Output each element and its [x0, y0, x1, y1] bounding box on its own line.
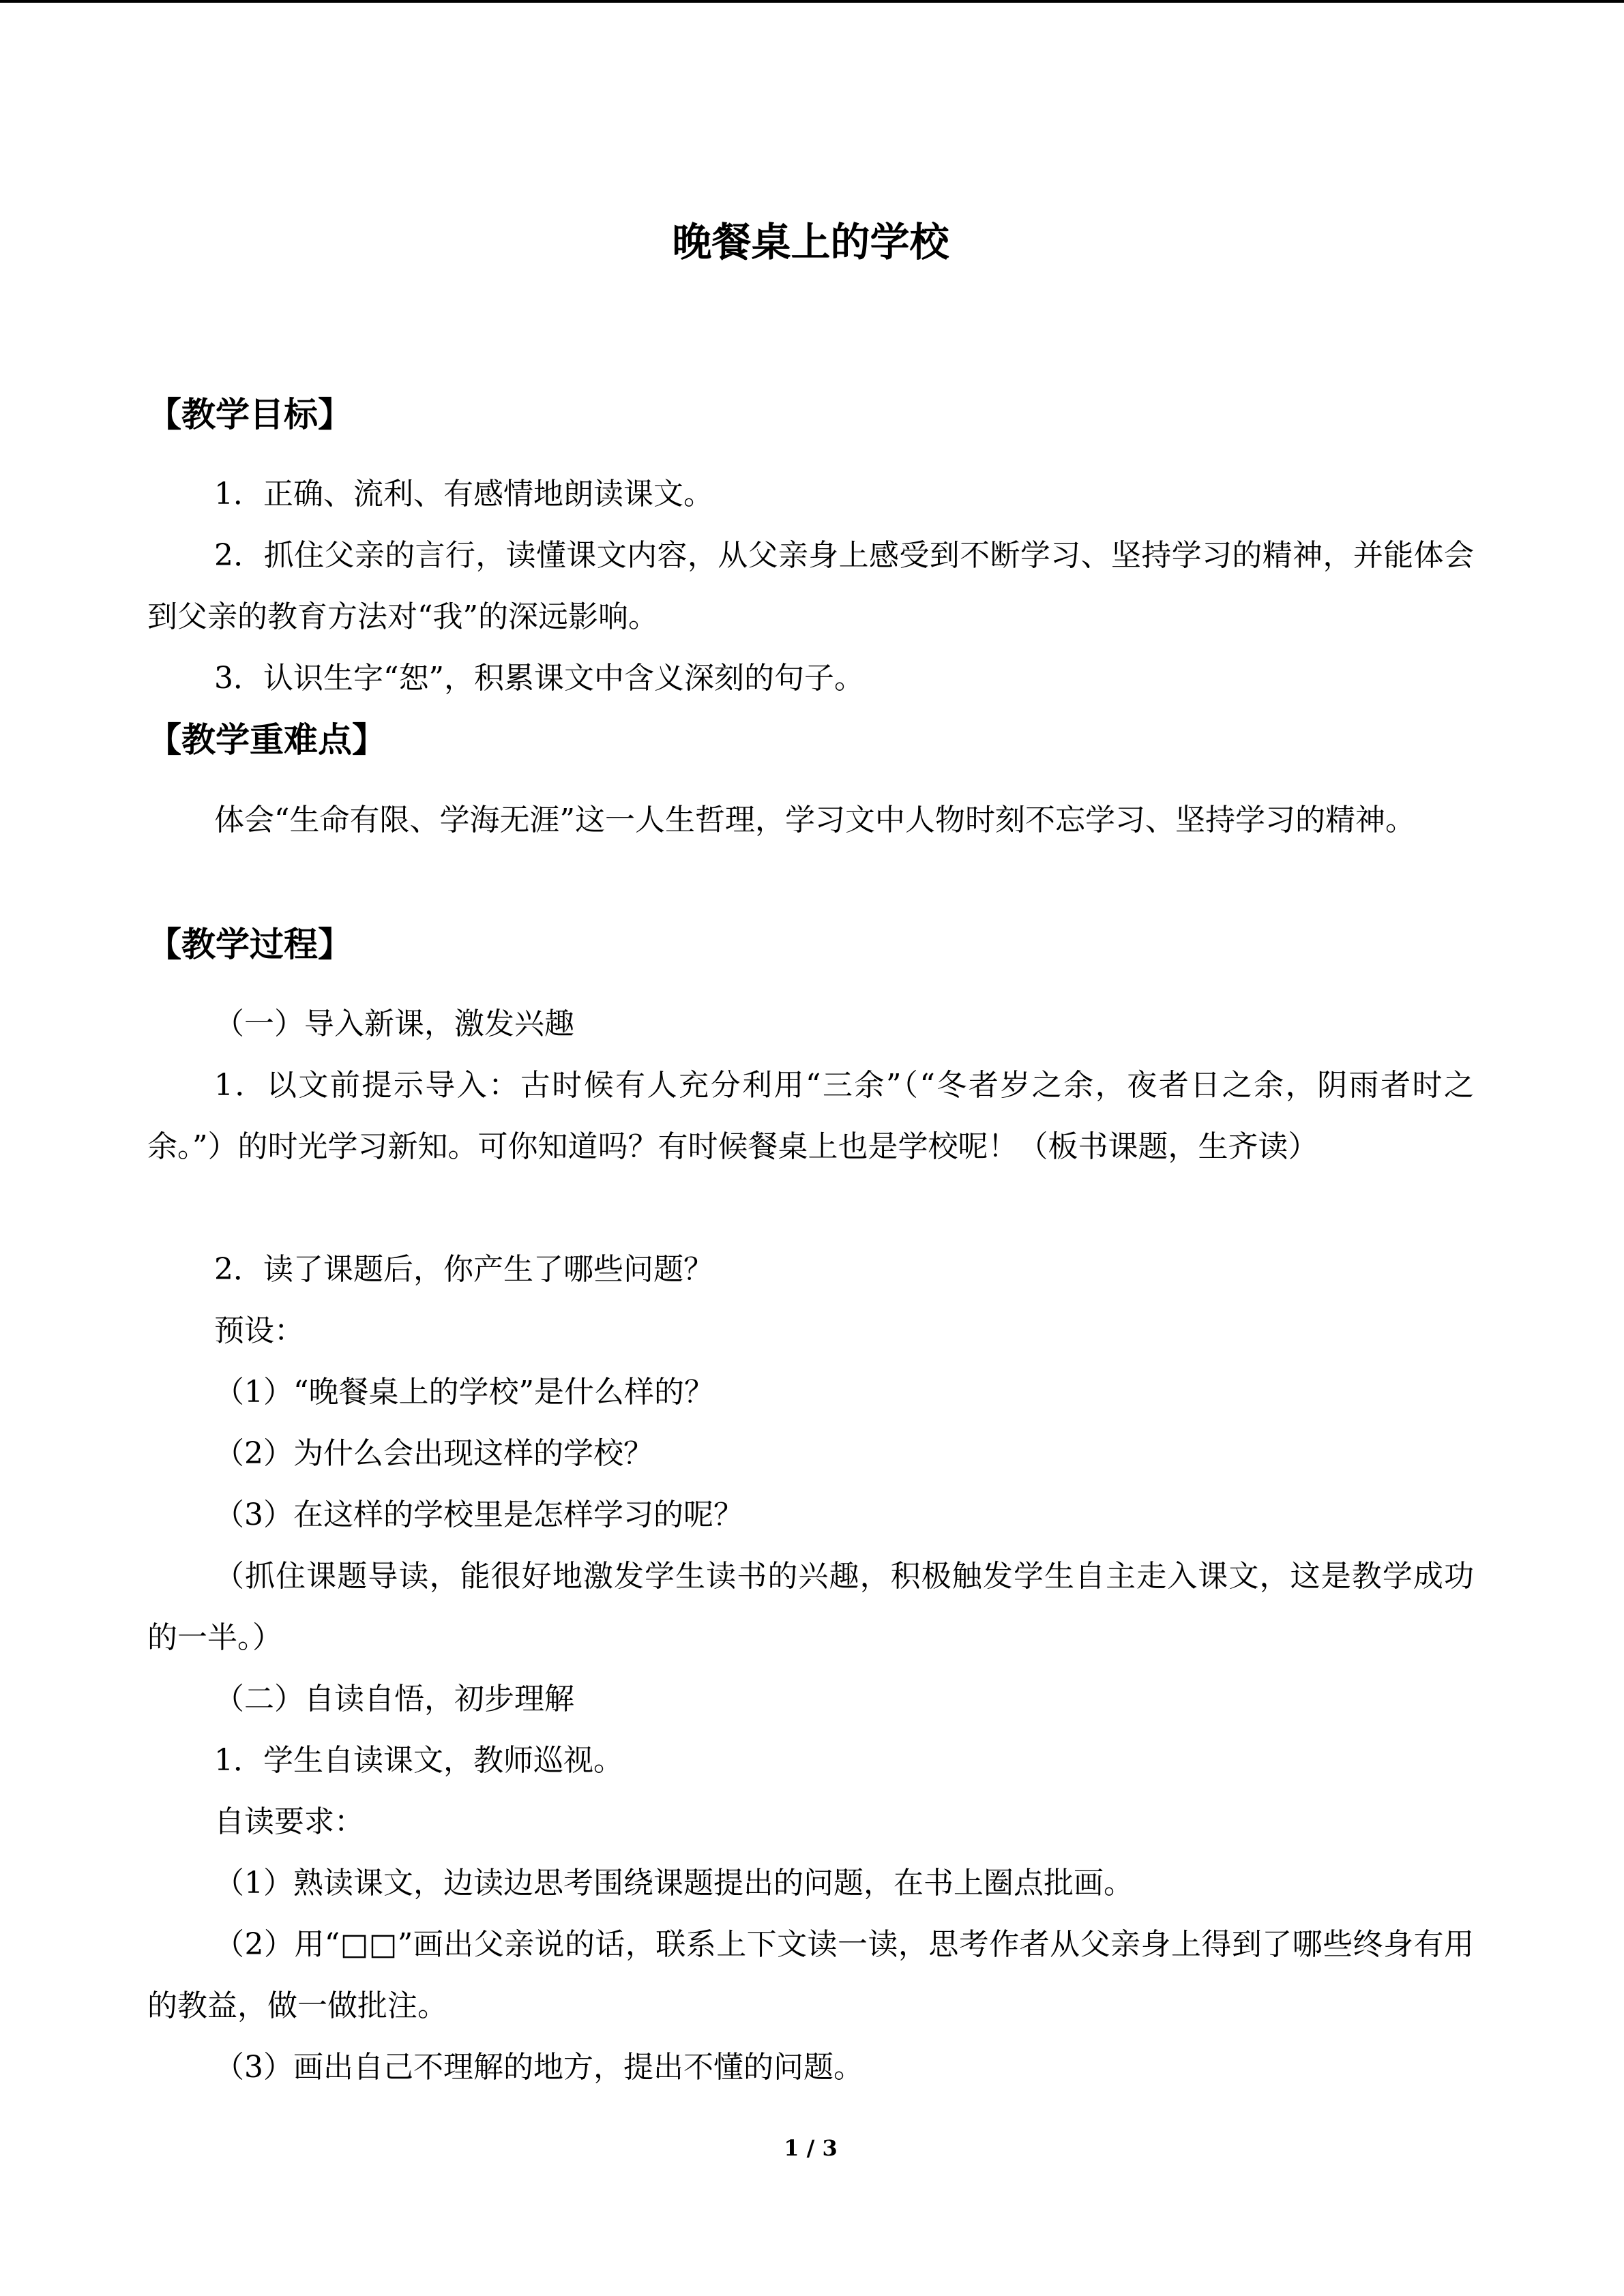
process-item-1: （一）导入新课，激发兴趣 — [214, 1007, 574, 1041]
heading-teaching-process: 【教学过程】 — [147, 925, 352, 964]
page-top-border — [0, 0, 1624, 3]
process-item-9: （二）自读自悟，初步理解 — [214, 1682, 574, 1716]
goal-item-3: 3．认识生字“恕”，积累课文中含义深刻的句子。 — [214, 661, 864, 696]
process-item-10: 1．学生自读课文，教师巡视。 — [214, 1743, 623, 1778]
process-item-2: 1．以文前提示导入：古时候有人充分利用“三余”（“冬者岁之余，夜者日之余，阴雨者时之余。”）的时光学习新知。可你知道吗？有时候餐桌上也是学校呢！（板书课题，生齐读） — [147, 1068, 1474, 1164]
process-item-11: 自读要求： — [214, 1804, 364, 1839]
process-item-12: （1）熟读课文，边读边思考围绕课题提出的问题，在书上圈点批画。 — [214, 1866, 1134, 1900]
process-item-5: （1）“晚餐桌上的学校”是什么样的？ — [214, 1375, 714, 1410]
process-item-14: （3）画出自己不理解的地方，提出不懂的问题。 — [214, 2050, 863, 2085]
heading-key-points: 【教学重难点】 — [147, 720, 386, 760]
document-title: 晚餐桌上的学校 — [672, 219, 949, 265]
process-item-4: 预设： — [214, 1313, 304, 1348]
goal-item-2: 2．抓住父亲的言行，读懂课文内容，从父亲身上感受到不断学习、坚持学习的精神，并能体会到父亲的教育方法对“我”的深远影响。 — [147, 538, 1474, 634]
page-number: 1 / 3 — [784, 2135, 838, 2161]
goal-item-1: 1．正确、流利、有感情地朗读课文。 — [214, 477, 713, 511]
heading-teaching-goals: 【教学目标】 — [147, 395, 352, 434]
process-item-6: （2）为什么会出现这样的学校？ — [214, 1436, 653, 1471]
keypoint-item-1: 体会“生命有限、学海无涯”这一人生哲理，学习文中人物时刻不忘学习、坚持学习的精神。 — [214, 803, 1415, 837]
process-item-8: （抓住课题导读，能很好地激发学生读书的兴趣，积极触发学生自主走入课文，这是教学成功的一半。） — [147, 1559, 1474, 1655]
process-item-3: 2．读了课题后，你产生了哪些问题？ — [214, 1252, 713, 1287]
process-item-13: （2）用“□□”画出父亲说的话，联系上下文读一读，思考作者从父亲身上得到了哪些终身有用的教益，做一做批注。 — [147, 1927, 1474, 2023]
process-item-7: （3）在这样的学校里是怎样学习的呢？ — [214, 1497, 743, 1532]
